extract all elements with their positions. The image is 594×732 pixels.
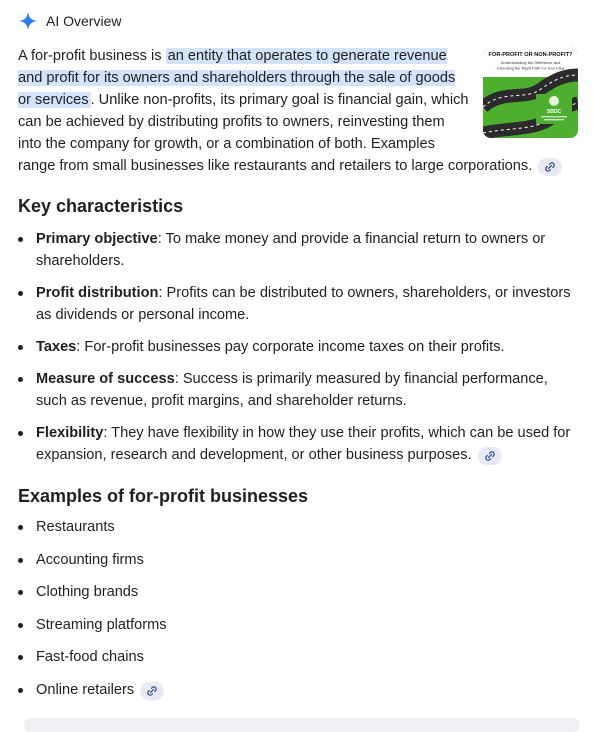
examples-heading: Examples of for-profit businesses [18, 486, 309, 506]
list-item: Streaming platforms [18, 614, 580, 636]
key-characteristics-heading: Key characteristics [18, 196, 184, 216]
link-icon [544, 161, 556, 173]
intro-prefix: A for-profit business is [18, 48, 166, 64]
intro-rest: . Unlike non-profits, its primary goal is financial gain, which can be achieved by distributing profits to owners, reinvesting them into the company for growth, or a combination of both. Examples range from small businesses like restaurants and retailers to large corporations. [18, 92, 533, 174]
ai-overview-header [18, 10, 121, 32]
thumbnail-title: FOR-PROFIT OR NON-PROFIT? [488, 52, 573, 58]
sparkle-icon [18, 11, 38, 31]
list-item: Profit distribution: Profits can be distributed to owners, shareholders, or investors as dividends or personal income. [18, 282, 580, 326]
link-icon [484, 450, 496, 462]
list-item: Fast-food chains [18, 646, 580, 668]
list-item: Restaurants [18, 516, 580, 538]
list-item: Measure of success: Success is primarily measured by financial performance, such as revenue, profit margins, and shareholder returns. [18, 368, 580, 412]
link-icon [146, 685, 158, 697]
list-item: Clothing brands [18, 581, 580, 603]
thumbnail-subtitle-1: Understanding the Difference and [500, 60, 561, 65]
examples-source-link-chip[interactable] [140, 682, 164, 700]
thumbnail-subtitle-2: Choosing the Right Path for Your Idea [496, 65, 565, 71]
thumbnail-logo: SBDC [546, 109, 562, 115]
intro-highlight[interactable]: an entity that operates to generate revenue and profit for its owners and shareholders through the sale of goods or services [18, 48, 456, 108]
examples-list [18, 516, 580, 711]
article-thumbnail[interactable] [483, 47, 578, 138]
list-item: Flexibility: They have flexibility in how they use their profits, which can be used for expansion, research and development, or other business purposes. [18, 422, 580, 466]
flexibility-source-link-chip[interactable] [478, 447, 502, 465]
list-item: Primary objective: To make money and provide a financial return to owners or shareholders. [18, 228, 580, 272]
show-more-bar[interactable] [24, 718, 580, 732]
ai-overview-title: AI Overview [46, 13, 122, 29]
key-characteristics-list [18, 228, 580, 476]
list-item: Taxes: For-profit businesses pay corporate income taxes on their profits. [18, 336, 580, 358]
intro-paragraph [18, 45, 578, 177]
list-item: Accounting firms [18, 549, 580, 571]
intro-source-link-chip[interactable] [538, 158, 562, 176]
list-item: Online retailers [18, 679, 580, 701]
